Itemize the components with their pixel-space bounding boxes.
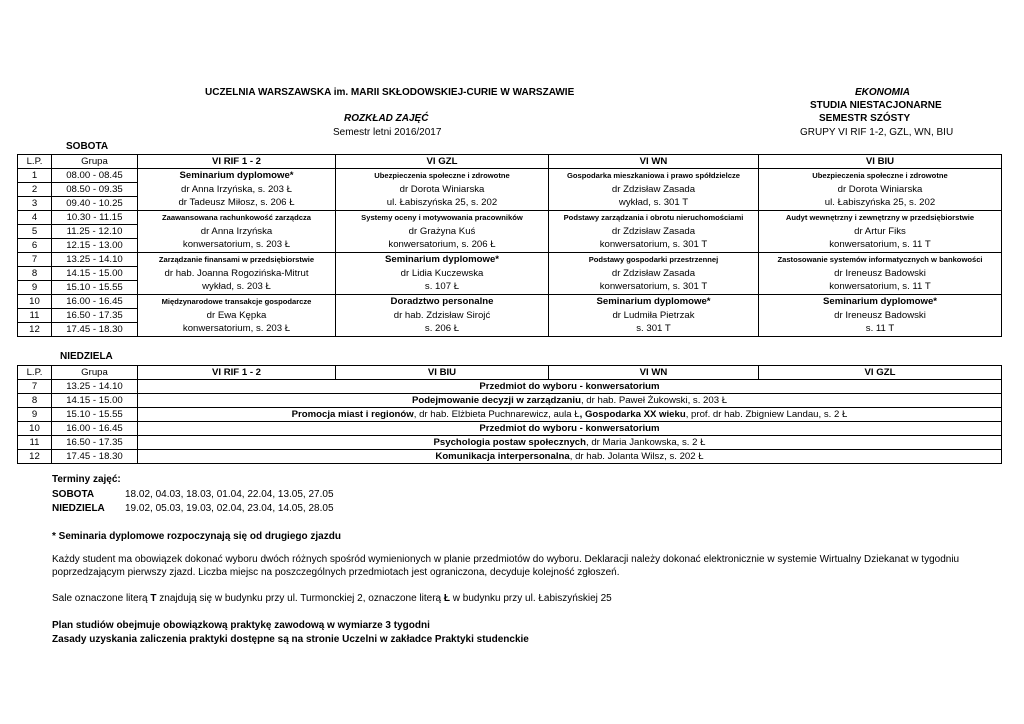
rooms-note-part-c: w budynku przy ul. Łabiszyńskiej 25 bbox=[450, 593, 612, 604]
lp-cell: 11 bbox=[18, 436, 52, 450]
course-cell: konwersatorium, s. 301 T bbox=[549, 239, 759, 253]
saturday-table-row bbox=[18, 253, 1002, 267]
time-cell: 10.30 - 11.15 bbox=[52, 211, 138, 225]
course-cell: Seminarium dyplomowe* bbox=[759, 295, 1002, 309]
sunday-header-cell: VI GZL bbox=[759, 366, 1002, 380]
practice-note-1: Plan studiów obejmuje obowiązkową praktykę zawodową w wymiarze 3 tygodni bbox=[52, 620, 430, 631]
sunday-schedule-table bbox=[17, 365, 1002, 464]
sunday-table-row bbox=[18, 380, 1002, 394]
course-cell: konwersatorium, s. 301 T bbox=[549, 281, 759, 295]
sunday-table-row bbox=[18, 394, 1002, 408]
saturday-header-cell: L.P. bbox=[18, 155, 52, 169]
saturday-table-row bbox=[18, 323, 1002, 337]
course-cell: dr hab. Joanna Rogozińska-Mitrut bbox=[138, 267, 336, 281]
lp-cell: 9 bbox=[18, 281, 52, 295]
course-cell: Seminarium dyplomowe* bbox=[549, 295, 759, 309]
sunday-label: NIEDZIELA bbox=[60, 351, 113, 362]
time-cell: 09.40 - 10.25 bbox=[52, 197, 138, 211]
lp-cell: 9 bbox=[18, 408, 52, 422]
terms-sunday-dates: 19.02, 05.03, 19.03, 02.04, 23.04, 14.05, 28.05 bbox=[125, 503, 334, 514]
saturday-header-cell: VI WN bbox=[549, 155, 759, 169]
rooms-note bbox=[52, 592, 612, 606]
time-cell: 12.15 - 13.00 bbox=[52, 239, 138, 253]
time-cell: 15.10 - 15.55 bbox=[52, 281, 138, 295]
seminar-note: * Seminaria dyplomowe rozpoczynają się od drugiego zjazdu bbox=[52, 531, 341, 542]
course-text-part: Komunikacja interpersonalna bbox=[435, 450, 570, 462]
semester-label: SEMESTR SZÓSTY bbox=[819, 113, 911, 124]
groups-list: GRUPY VI RIF 1-2, GZL, WN, BIU bbox=[800, 127, 954, 138]
rooms-note-letter-t: T bbox=[150, 593, 157, 604]
time-cell: 16.00 - 16.45 bbox=[52, 295, 138, 309]
course-cell: konwersatorium, s. 11 T bbox=[759, 281, 1002, 295]
saturday-schedule-table bbox=[17, 154, 1002, 337]
sunday-header-cell: VI WN bbox=[549, 366, 759, 380]
course-cell: Gospodarka mieszkaniowa i prawo spółdzielcze bbox=[549, 169, 759, 183]
course-cell: konwersatorium, s. 11 T bbox=[759, 239, 1002, 253]
lp-cell: 10 bbox=[18, 422, 52, 436]
lp-cell: 2 bbox=[18, 183, 52, 197]
course-text-part: , prof. dr hab. Zbigniew Landau, s. 2 Ł bbox=[685, 408, 848, 420]
sunday-header-row bbox=[18, 366, 1002, 380]
elective-course-cell bbox=[138, 394, 1002, 408]
time-cell: 17.45 - 18.30 bbox=[52, 450, 138, 464]
saturday-header-cell: VI GZL bbox=[336, 155, 549, 169]
terms-sunday-label: NIEDZIELA bbox=[52, 503, 105, 514]
course-cell: wykład, s. 301 T bbox=[549, 197, 759, 211]
course-cell: Podstawy gospodarki przestrzennej bbox=[549, 253, 759, 267]
course-cell: dr Lidia Kuczewska bbox=[336, 267, 549, 281]
saturday-header-cell: Grupa bbox=[52, 155, 138, 169]
course-cell: dr Ireneusz Badowski bbox=[759, 267, 1002, 281]
time-cell: 13.25 - 14.10 bbox=[52, 253, 138, 267]
saturday-table-row bbox=[18, 225, 1002, 239]
time-cell: 08.50 - 09.35 bbox=[52, 183, 138, 197]
course-cell: konwersatorium, s. 203 Ł bbox=[138, 323, 336, 337]
sunday-header-cell: L.P. bbox=[18, 366, 52, 380]
lp-cell: 5 bbox=[18, 225, 52, 239]
field-of-study: EKONOMIA bbox=[855, 87, 910, 98]
lp-cell: 4 bbox=[18, 211, 52, 225]
time-cell: 11.25 - 12.10 bbox=[52, 225, 138, 239]
course-text-part: , dr hab. Paweł Żukowski, s. 203 Ł bbox=[580, 394, 728, 406]
lp-cell: 7 bbox=[18, 253, 52, 267]
course-cell: dr Tadeusz Miłosz, s. 206 Ł bbox=[138, 197, 336, 211]
course-cell: dr Ludmiła Pietrzak bbox=[549, 309, 759, 323]
elective-course-cell bbox=[138, 422, 1002, 436]
course-text-part: Psychologia postaw społecznych bbox=[433, 436, 587, 448]
saturday-table-row bbox=[18, 197, 1002, 211]
sunday-header-cell: VI BIU bbox=[336, 366, 549, 380]
saturday-header-row bbox=[18, 155, 1002, 169]
course-text-part: , dr Maria Jankowska, s. 2 Ł bbox=[586, 436, 706, 448]
rooms-note-part-a: Sale oznaczone literą bbox=[52, 593, 151, 604]
time-cell: 16.50 - 17.35 bbox=[52, 436, 138, 450]
lp-cell: 11 bbox=[18, 309, 52, 323]
sunday-table-row bbox=[18, 422, 1002, 436]
course-cell: dr Anna Irzyńska bbox=[138, 225, 336, 239]
time-cell: 16.50 - 17.35 bbox=[52, 309, 138, 323]
time-cell: 13.25 - 14.10 bbox=[52, 380, 138, 394]
lp-cell: 12 bbox=[18, 323, 52, 337]
sunday-header-cell: Grupa bbox=[52, 366, 138, 380]
time-cell: 15.10 - 15.55 bbox=[52, 408, 138, 422]
study-mode: STUDIA NIESTACJONARNE bbox=[810, 100, 942, 111]
elective-course-cell bbox=[138, 436, 1002, 450]
saturday-header-cell: VI BIU bbox=[759, 155, 1002, 169]
lp-cell: 8 bbox=[18, 267, 52, 281]
course-text-part: , dr hab. Jolanta Wilsz, s. 202 Ł bbox=[569, 450, 704, 462]
elective-course-cell bbox=[138, 408, 1002, 422]
course-text-part: , Gospodarka XX wieku bbox=[579, 408, 686, 420]
saturday-table-row bbox=[18, 309, 1002, 323]
course-cell: s. 107 Ł bbox=[336, 281, 549, 295]
lp-cell: 3 bbox=[18, 197, 52, 211]
lp-cell: 1 bbox=[18, 169, 52, 183]
sunday-table-row bbox=[18, 408, 1002, 422]
time-cell: 08.00 - 08.45 bbox=[52, 169, 138, 183]
course-text-part: , dr hab. Elżbieta Puchnarewicz, aula Ł bbox=[413, 408, 580, 420]
course-cell: dr Grażyna Kuś bbox=[336, 225, 549, 239]
saturday-table-row bbox=[18, 295, 1002, 309]
sunday-table-row bbox=[18, 436, 1002, 450]
rooms-note-part-b: znajdują się w budynku przy ul. Turmonckiej 2, oznaczone literą bbox=[156, 593, 444, 604]
terms-saturday-dates: 18.02, 04.03, 18.03, 01.04, 22.04, 13.05, 27.05 bbox=[125, 489, 334, 500]
lp-cell: 6 bbox=[18, 239, 52, 253]
course-text-part: Promocja miast i regionów bbox=[291, 408, 414, 420]
course-cell: Międzynarodowe transakcje gospodarcze bbox=[138, 295, 336, 309]
course-cell: Ubezpieczenia społeczne i zdrowotne bbox=[759, 169, 1002, 183]
course-cell: Zaawansowana rachunkowość zarządcza bbox=[138, 211, 336, 225]
course-cell: dr Anna Irzyńska, s. 203 Ł bbox=[138, 183, 336, 197]
saturday-header-cell: VI RIF 1 - 2 bbox=[138, 155, 336, 169]
course-cell: Podstawy zarządzania i obrotu nieruchomościami bbox=[549, 211, 759, 225]
course-cell: s. 206 Ł bbox=[336, 323, 549, 337]
course-cell: s. 301 T bbox=[549, 323, 759, 337]
saturday-label: SOBOTA bbox=[66, 141, 109, 152]
lp-cell: 10 bbox=[18, 295, 52, 309]
course-cell: dr hab. Zdzisław Sirojć bbox=[336, 309, 549, 323]
course-cell: dr Dorota Winiarska bbox=[759, 183, 1002, 197]
semester-term: Semestr letni 2016/2017 bbox=[333, 127, 442, 138]
lp-cell: 12 bbox=[18, 450, 52, 464]
course-cell: Zastosowanie systemów informatycznych w bankowości bbox=[759, 253, 1002, 267]
time-cell: 14.15 - 15.00 bbox=[52, 394, 138, 408]
course-cell: dr Artur Fiks bbox=[759, 225, 1002, 239]
sunday-header-cell: VI RIF 1 - 2 bbox=[138, 366, 336, 380]
terms-title: Terminy zajęć: bbox=[52, 474, 121, 485]
course-cell: Seminarium dyplomowe* bbox=[336, 253, 549, 267]
course-cell: ul. Łabiszyńska 25, s. 202 bbox=[759, 197, 1002, 211]
schedule-title: ROZKŁAD ZAJĘĆ bbox=[344, 113, 429, 124]
rooms-note-letter-l: Ł bbox=[443, 593, 450, 604]
time-cell: 17.45 - 18.30 bbox=[52, 323, 138, 337]
terms-saturday-label: SOBOTA bbox=[52, 489, 95, 500]
course-cell: konwersatorium, s. 206 Ł bbox=[336, 239, 549, 253]
course-text-part: Podejmowanie decyzji w zarządzaniu bbox=[411, 394, 581, 406]
elective-course-cell bbox=[138, 450, 1002, 464]
choice-note-line1: Każdy student ma obowiązek dokonać wyboru dwóch różnych spośród wymienionych w planie przedmiotów do wyboru. Deklaracji należy dokonać elektronicznie w systemie Wirtualny Dziekanat w tygodniu bbox=[52, 554, 960, 565]
course-cell: konwersatorium, s. 203 Ł bbox=[138, 239, 336, 253]
course-cell: ul. Łabiszyńska 25, s. 202 bbox=[336, 197, 549, 211]
course-cell: dr Ireneusz Badowski bbox=[759, 309, 1002, 323]
course-text-part: Przedmiot do wyboru - konwersatorium bbox=[479, 380, 660, 392]
lp-cell: 8 bbox=[18, 394, 52, 408]
course-cell: dr Ewa Kępka bbox=[138, 309, 336, 323]
course-cell: dr Zdzisław Zasada bbox=[549, 183, 759, 197]
saturday-table-row bbox=[18, 211, 1002, 225]
course-cell: dr Dorota Winiarska bbox=[336, 183, 549, 197]
sunday-table-row bbox=[18, 450, 1002, 464]
course-cell: Seminarium dyplomowe* bbox=[138, 169, 336, 183]
course-cell: dr Zdzisław Zasada bbox=[549, 225, 759, 239]
course-cell: dr Zdzisław Zasada bbox=[549, 267, 759, 281]
time-cell: 14.15 - 15.00 bbox=[52, 267, 138, 281]
course-cell: Doradztwo personalne bbox=[336, 295, 549, 309]
practice-note-2: Zasady uzyskania zaliczenia praktyki dostępne są na stronie Uczelni w zakładce Praktyki studenckie bbox=[52, 634, 529, 645]
course-cell: Systemy oceny i motywowania pracowników bbox=[336, 211, 549, 225]
elective-course-cell bbox=[138, 380, 1002, 394]
time-cell: 16.00 - 16.45 bbox=[52, 422, 138, 436]
course-text-part: Przedmiot do wyboru - konwersatorium bbox=[479, 422, 660, 434]
lp-cell: 7 bbox=[18, 380, 52, 394]
saturday-table-row bbox=[18, 281, 1002, 295]
choice-note-line2: poprzedzającym pierwszy zjazd. Liczba miejsc na poszczególnych przedmiotach jest ograniczona, decyduje kolejność zgłoszeń. bbox=[52, 567, 620, 578]
course-cell: s. 11 T bbox=[759, 323, 1002, 337]
course-cell: Audyt wewnętrzny i zewnętrzny w przedsiębiorstwie bbox=[759, 211, 1002, 225]
saturday-table-row bbox=[18, 169, 1002, 183]
saturday-table-row bbox=[18, 267, 1002, 281]
course-cell: wykład, s. 203 Ł bbox=[138, 281, 336, 295]
course-cell: Zarządzanie finansami w przedsiębiorstwie bbox=[138, 253, 336, 267]
course-cell: Ubezpieczenia społeczne i zdrowotne bbox=[336, 169, 549, 183]
university-name: UCZELNIA WARSZAWSKA im. MARII SKŁODOWSKIEJ-CURIE W WARSZAWIE bbox=[205, 87, 575, 98]
saturday-table-row bbox=[18, 183, 1002, 197]
saturday-table-row bbox=[18, 239, 1002, 253]
